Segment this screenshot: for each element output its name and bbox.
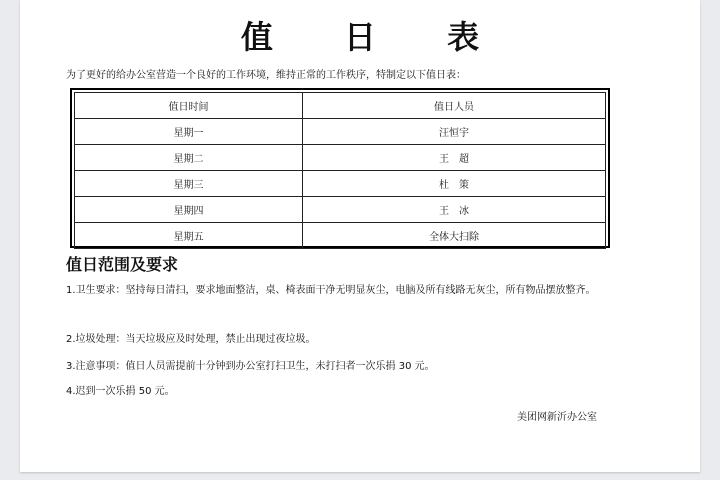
duty-table: [74, 92, 606, 249]
duty-table-frame: [70, 88, 610, 248]
person-cell: 汪恒宇: [303, 119, 606, 145]
requirement-item-garbage: 2.垃圾处理：当天垃圾应及时处理，禁止出现过夜垃圾。: [66, 334, 316, 345]
document-title: 值 日 表: [240, 18, 510, 56]
person-cell: 杜 策: [303, 171, 606, 197]
day-cell: 星期二: [75, 145, 303, 171]
signature-office: 美团网新沂办公室: [517, 412, 597, 423]
table-header-row: [75, 93, 606, 119]
day-cell: 星期一: [75, 119, 303, 145]
person-cell: 王 冰: [303, 197, 606, 223]
requirement-item-late: 4.迟到一次乐捐 50 元。: [66, 386, 175, 397]
table-row: [75, 223, 606, 249]
intro-paragraph: 为了更好的给办公室营造一个良好的工作环境，维持正常的工作秩序，特制定以下值日表：: [66, 70, 466, 81]
person-cell: 全体大扫除: [303, 223, 606, 249]
requirement-item-hygiene: 1.卫生要求：坚持每日清扫，要求地面整洁，桌、椅表面干净无明显灰尘，电脑及所有线路无灰尘，所有物品摆放整齐。: [66, 285, 596, 296]
day-cell: 星期四: [75, 197, 303, 223]
document-page: [20, 0, 700, 472]
table-row: [75, 145, 606, 171]
table-row: [75, 171, 606, 197]
requirements-heading: 值日范围及要求: [66, 255, 179, 274]
table-row: [75, 119, 606, 145]
header-duty-time: 值日时间: [75, 93, 303, 119]
day-cell: 星期三: [75, 171, 303, 197]
header-duty-person: 值日人员: [303, 93, 606, 119]
person-cell: 王 超: [303, 145, 606, 171]
day-cell: 星期五: [75, 223, 303, 249]
requirement-item-notes: 3.注意事项：值日人员需提前十分钟到办公室打扫卫生，未打扫者一次乐捐 30 元。: [66, 361, 435, 372]
table-row: [75, 197, 606, 223]
